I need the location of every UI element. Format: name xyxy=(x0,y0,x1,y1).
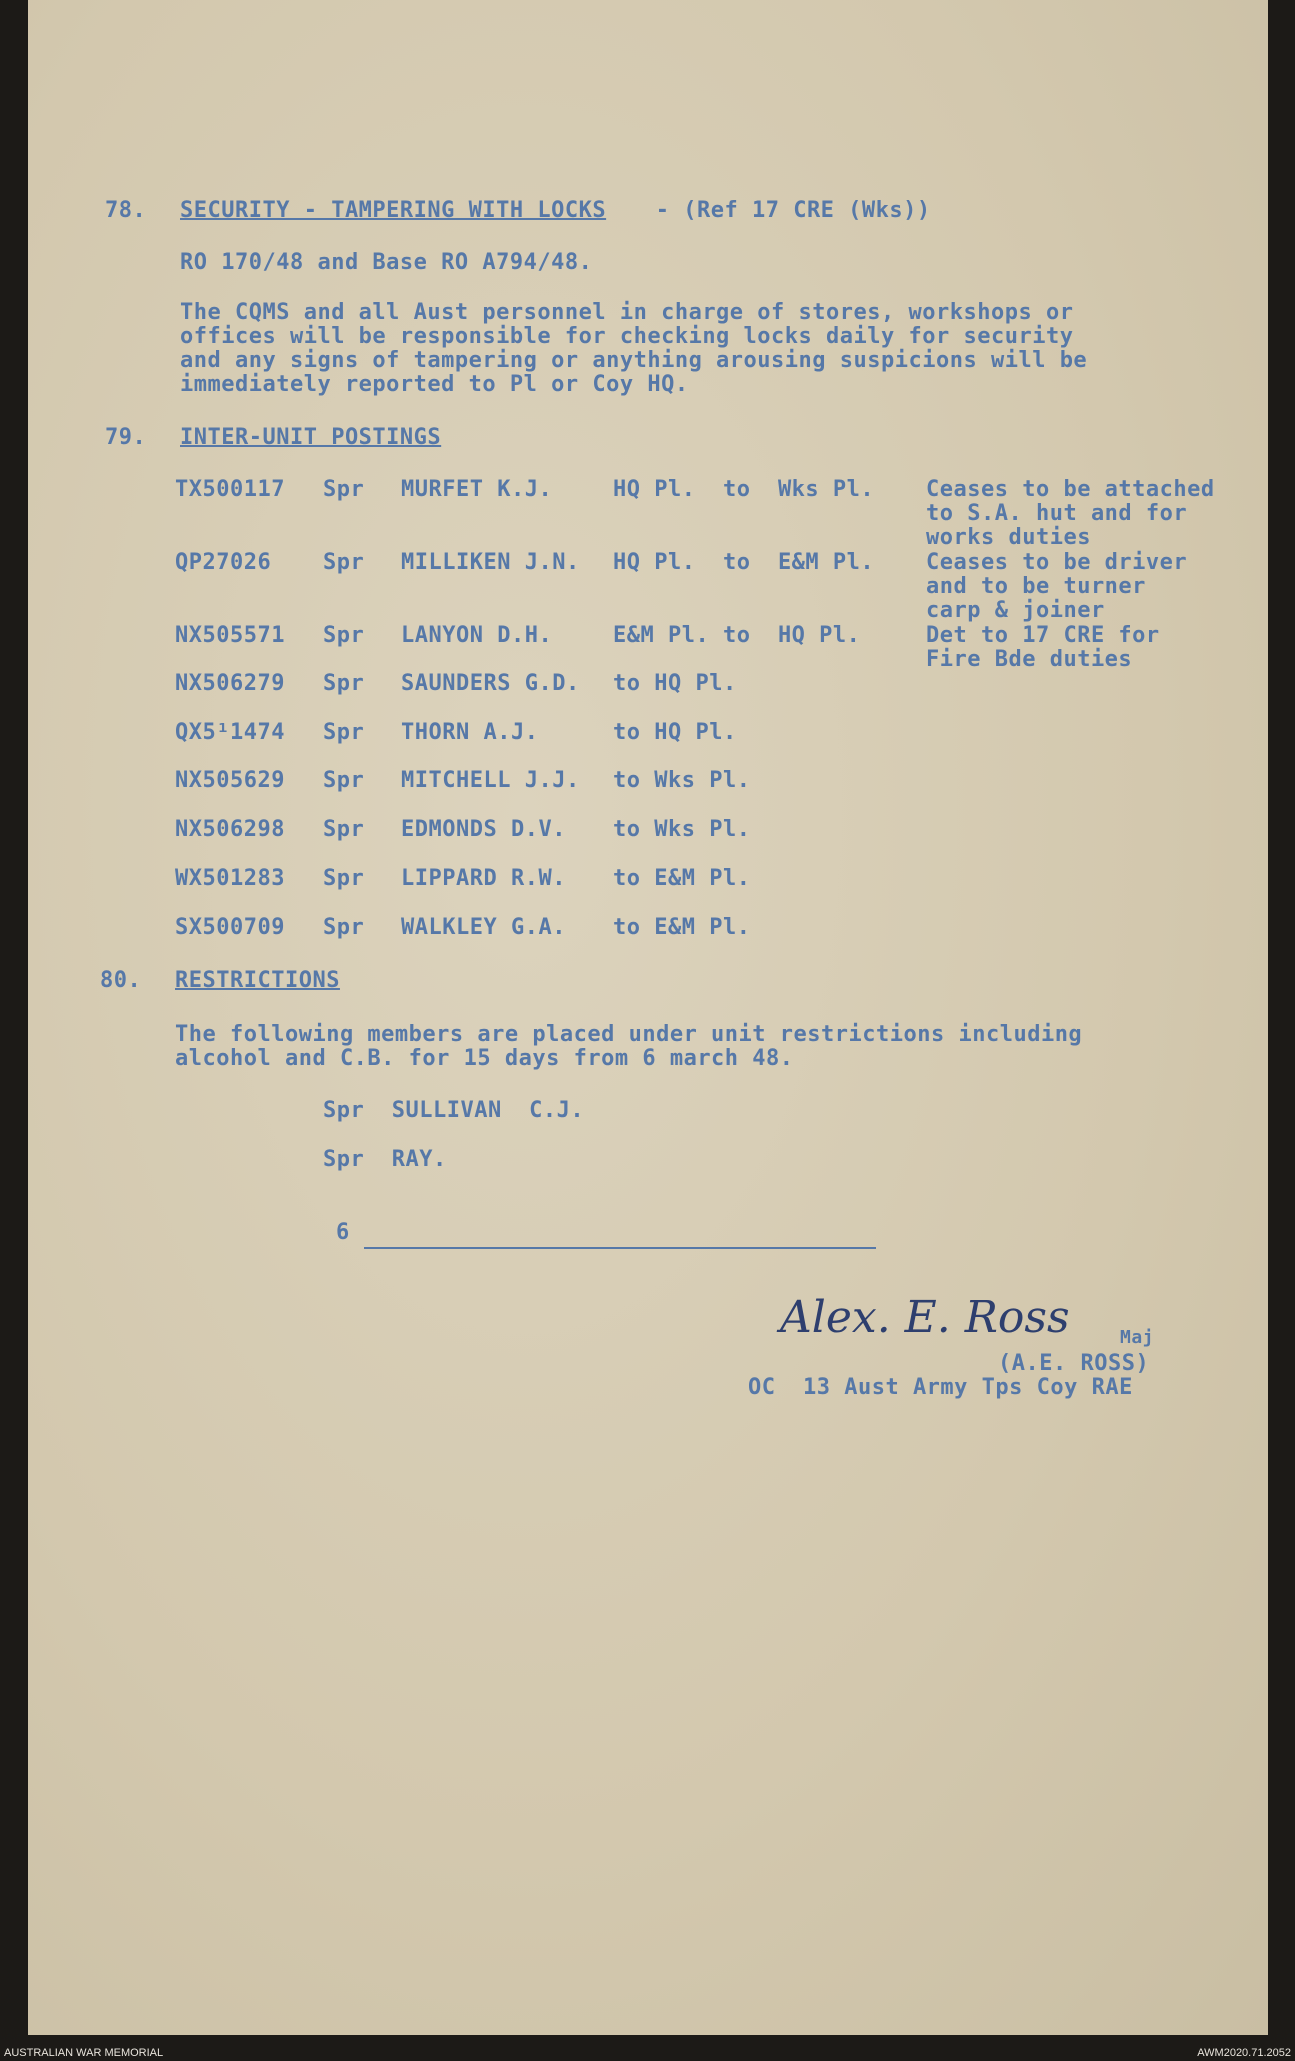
section-78-number: 78. xyxy=(105,198,147,223)
member-name: MITCHELL J.J. xyxy=(401,768,580,793)
service-number: TX500117 xyxy=(175,477,285,502)
signatory-name: (A.E. ROSS) xyxy=(998,1351,1150,1376)
page-number: 6 xyxy=(336,1220,350,1245)
section-80-body-line-1: The following members are placed under unit restrictions including xyxy=(175,1022,1083,1047)
member-name: LANYON D.H. xyxy=(401,623,553,648)
restricted-member: Spr RAY. xyxy=(323,1147,447,1172)
service-number: NX505629 xyxy=(175,768,285,793)
section-78-body-line-3: and any signs of tampering or anything arousing suspicions will be xyxy=(180,348,1088,373)
section-78-heading-suffix: - (Ref 17 CRE (Wks)) xyxy=(642,198,931,223)
posting-move: to HQ Pl. xyxy=(613,671,737,696)
document-page xyxy=(28,0,1268,2035)
signatory-appointment: OC 13 Aust Army Tps Coy RAE xyxy=(748,1375,1133,1400)
posting-move: to E&M Pl. xyxy=(613,866,751,891)
signature: Alex. E. Ross xyxy=(780,1292,1070,1343)
footer-right: AWM2020.71.2052 xyxy=(1197,2047,1291,2059)
posting-move: to Wks Pl. xyxy=(613,768,751,793)
remark-line: Ceases to be driver xyxy=(926,550,1188,575)
rank: Spr xyxy=(323,817,365,842)
restricted-member: Spr SULLIVAN C.J. xyxy=(323,1098,585,1123)
remark-line: Fire Bde duties xyxy=(926,647,1133,672)
member-name: MURFET K.J. xyxy=(401,477,553,502)
service-number: SX500709 xyxy=(175,915,285,940)
remark-line: works duties xyxy=(926,525,1091,550)
section-78-heading: SECURITY - TAMPERING WITH LOCKS xyxy=(180,198,607,223)
section-78-body-line-2: offices will be responsible for checking locks daily for security xyxy=(180,324,1074,349)
member-name: LIPPARD R.W. xyxy=(401,866,566,891)
remark-line: to S.A. hut and for xyxy=(926,501,1188,526)
footer-left: AUSTRALIAN WAR MEMORIAL xyxy=(4,2047,164,2059)
section-80-number: 80. xyxy=(100,968,142,993)
rank: Spr xyxy=(323,477,365,502)
service-number: NX505571 xyxy=(175,623,285,648)
service-number: WX501283 xyxy=(175,866,285,891)
member-name: SAUNDERS G.D. xyxy=(401,671,580,696)
service-number: NX506298 xyxy=(175,817,285,842)
remark-line: Ceases to be attached xyxy=(926,477,1215,502)
rank: Spr xyxy=(323,623,365,648)
posting-move: HQ Pl. to E&M Pl. xyxy=(613,550,875,575)
member-name: WALKLEY G.A. xyxy=(401,915,566,940)
section-79-heading: INTER-UNIT POSTINGS xyxy=(180,425,442,450)
section-80-heading: RESTRICTIONS xyxy=(175,968,340,993)
rank: Spr xyxy=(323,720,365,745)
service-number: QX5¹1474 xyxy=(175,720,285,745)
posting-move: to Wks Pl. xyxy=(613,817,751,842)
rank: Spr xyxy=(323,915,365,940)
posting-move: HQ Pl. to Wks Pl. xyxy=(613,477,875,502)
remark-line: and to be turner xyxy=(926,574,1146,599)
service-number: NX506279 xyxy=(175,671,285,696)
posting-move: E&M Pl. to HQ Pl. xyxy=(613,623,861,648)
service-number: QP27026 xyxy=(175,550,272,575)
posting-move: to HQ Pl. xyxy=(613,720,737,745)
section-78-body-line-1: The CQMS and all Aust personnel in charge of stores, workshops or xyxy=(180,300,1074,325)
signature-rank: Maj xyxy=(1120,1327,1155,1348)
section-78-reference: RO 170/48 and Base RO A794/48. xyxy=(180,250,593,275)
member-name: MILLIKEN J.N. xyxy=(401,550,580,575)
member-name: THORN A.J. xyxy=(401,720,539,745)
divider-rule xyxy=(364,1247,876,1249)
remark-line: carp & joiner xyxy=(926,598,1105,623)
rank: Spr xyxy=(323,671,365,696)
posting-move: to E&M Pl. xyxy=(613,915,751,940)
member-name: EDMONDS D.V. xyxy=(401,817,566,842)
rank: Spr xyxy=(323,768,365,793)
rank: Spr xyxy=(323,866,365,891)
rank: Spr xyxy=(323,550,365,575)
section-78-body-line-4: immediately reported to Pl or Coy HQ. xyxy=(180,372,689,397)
remark-line: Det to 17 CRE for xyxy=(926,623,1160,648)
section-80-body-line-2: alcohol and C.B. for 15 days from 6 march 48. xyxy=(175,1046,794,1071)
section-79-number: 79. xyxy=(105,425,147,450)
